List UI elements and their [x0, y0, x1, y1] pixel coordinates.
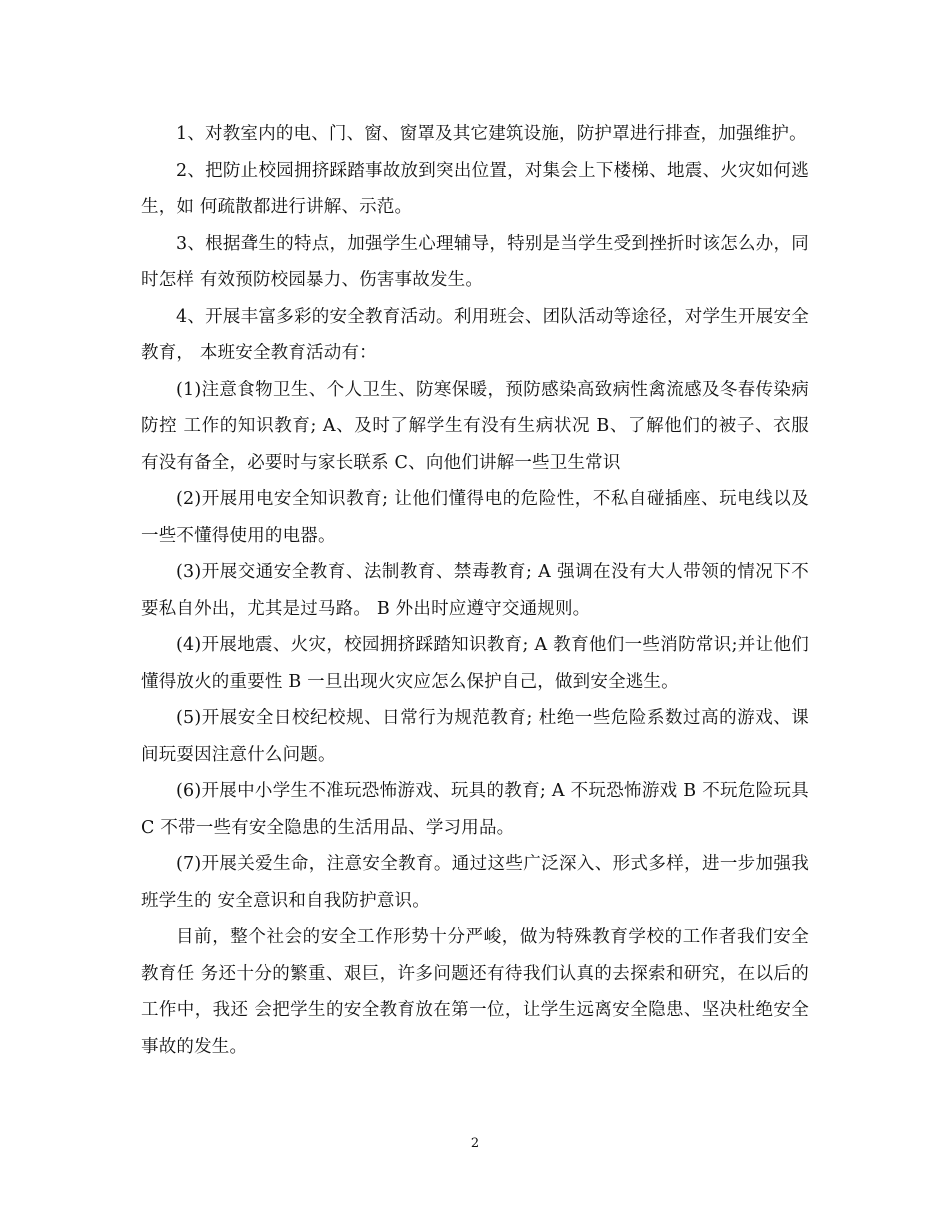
paragraph-2: 2、把防止校园拥挤踩踏事故放到突出位置，对集会上下楼梯、地震、火灾如何逃生，如 何疏散都进行讲解、示范。	[141, 160, 809, 217]
paragraph-1: 1、对教室内的电、门、窗、窗罩及其它建筑设施，防护罩进行排查，加强维护。	[176, 124, 807, 144]
paragraph-item-7: (7)开展关爱生命，注意安全教育。通过这些广泛深入、形式多样，进一步加强我班学生的 安全意识和自我防护意识。	[141, 854, 809, 911]
document-body	[141, 116, 809, 1065]
paragraph-3: 3、根据聋生的特点，加强学生心理辅导，特别是当学生受到挫折时该怎么办，同时怎样 有效预防校园暴力、伤害事故发生。	[141, 233, 809, 290]
paragraph-item-4: (4)开展地震、火灾，校园拥挤踩踏知识教育; A 教育他们一些消防常识;并让他们懂得放火的重要性 B 一旦出现火灾应怎么保护自己，做到安全逃生。	[141, 635, 809, 692]
paragraph-item-6: (6)开展中小学生不准玩恐怖游戏、玩具的教育; A 不玩恐怖游戏 B 不玩危险玩具 C 不带一些有安全隐患的生活用品、学习用品。	[141, 781, 809, 838]
paragraph-item-3: (3)开展交通安全教育、法制教育、禁毒教育; A 强调在没有大人带领的情况下不要私自外出，尤其是过马路。 B 外出时应遵守交通规则。	[141, 562, 809, 619]
paragraph-item-2: (2)开展用电安全知识教育; 让他们懂得电的危险性，不私自碰插座、玩电线以及一些不懂得使用的电器。	[141, 489, 809, 546]
paragraph-item-1: (1)注意食物卫生、个人卫生、防寒保暖，预防感染高致病性禽流感及冬春传染病防控 工作的知识教育; A、及时了解学生有没有生病状况 B、了解他们的被子、衣服有没有备全，必要时与家长联系 C、向他们讲解一些卫生常识	[141, 379, 809, 473]
document-page	[141, 0, 809, 1230]
paragraph-4: 4、开展丰富多彩的安全教育活动。利用班会、团队活动等途径，对学生开展安全教育， 本班安全教育活动有：	[141, 306, 809, 363]
page-number: 2	[470, 1136, 480, 1151]
paragraph-item-5: (5)开展安全日校纪校规、日常行为规范教育; 杜绝一些危险系数过高的游戏、课间玩耍因注意什么问题。	[141, 708, 809, 765]
paragraph-conclusion: 目前，整个社会的安全工作形势十分严峻，做为特殊教育学校的工作者我们安全教育任 务还十分的繁重、艰巨，许多问题还有待我们认真的去探索和研究，在以后的工作中，我还 会把学生的安全教育放在第一位，让学生远离安全隐患、坚决杜绝安全事故的发生。	[141, 927, 809, 1057]
